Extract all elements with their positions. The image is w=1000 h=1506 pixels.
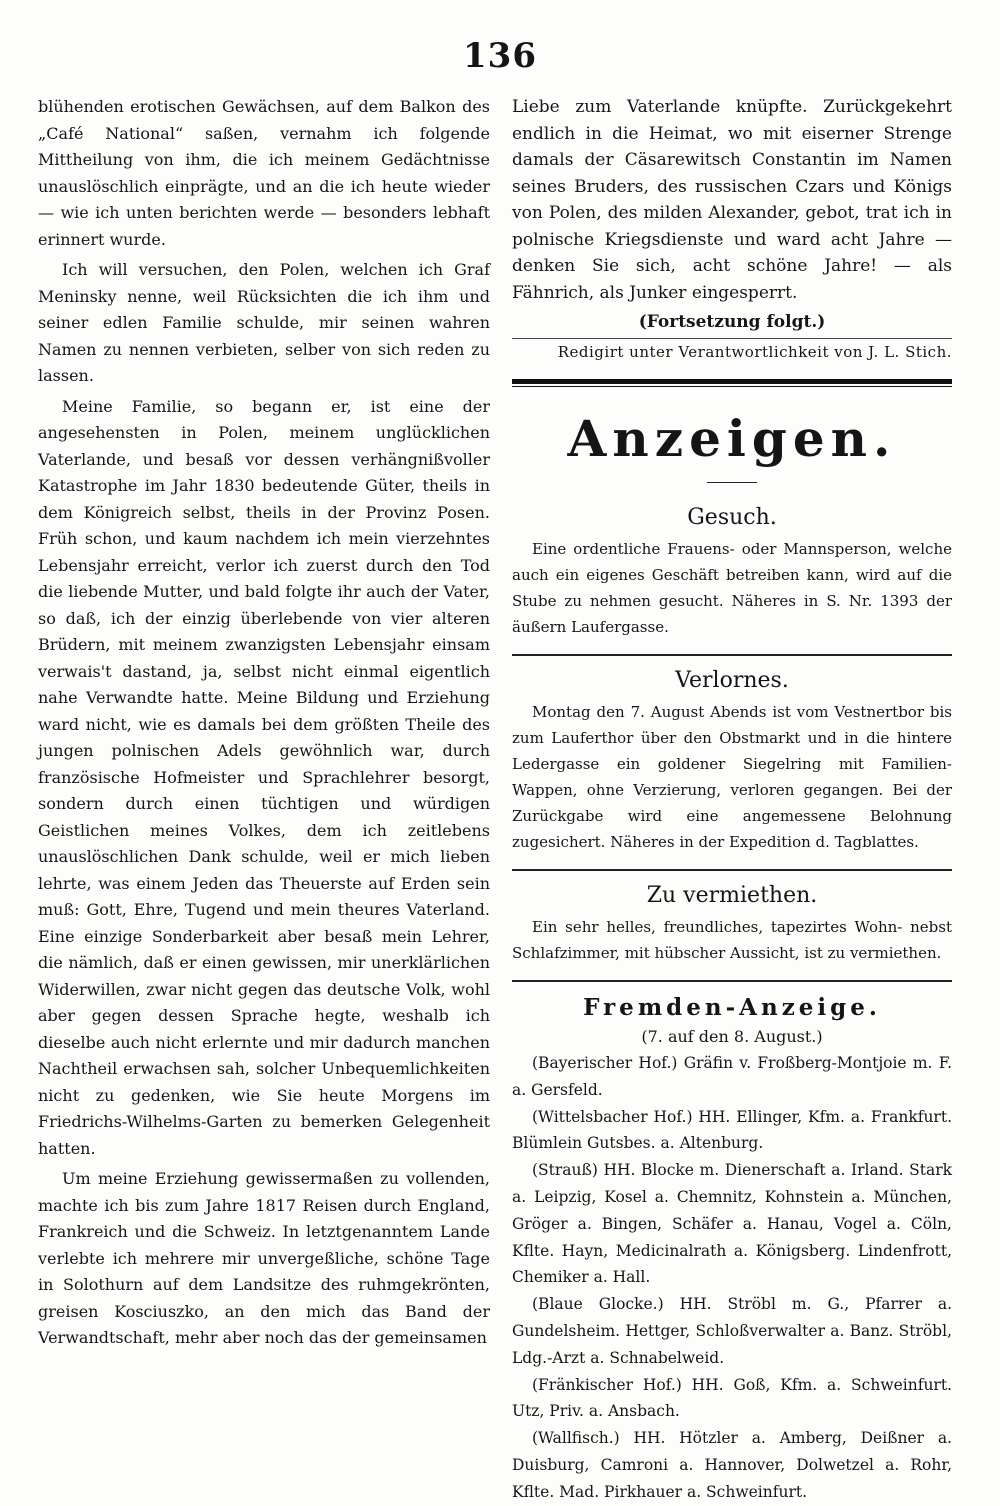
fremden-anzeige <box>512 994 952 1506</box>
right-column <box>512 94 952 1506</box>
divider <box>512 980 952 982</box>
divider <box>512 869 952 871</box>
ads-heading: Anzeigen. <box>567 409 897 468</box>
paragraph: Ich will versuchen, den Polen, welchen ich Graf Meninsky nenne, weil Rücksichten die ich ihm und seiner edlen Familie schulde, mir seinen wahren Namen zu nennen verbieten, selber von sich reden zu lassen. <box>38 260 490 385</box>
guest-entry: (Fränkischer Hof.) HH. Goß, Kfm. a. Schweinfurt. Utz, Priv. a. Ansbach. <box>512 1375 952 1421</box>
editor-line: Redigirt unter Verantwortlichkeit von J. L. Stich. <box>512 338 952 361</box>
ad-heading: Verlornes. <box>675 668 789 693</box>
divider <box>707 482 757 483</box>
paragraph: Um meine Erziehung gewissermaßen zu vollenden, machte ich bis zum Jahre 1817 Reisen durch England, Frankreich und die Schweiz. In letztgenanntem Lande verlebte ich mehrere mir unvergeßliche, schöne Tage in Solothurn auf dem Landsitze des ruhmgekrönten, greisen Kosciuszko, an den mich das Band der Verwandtschaft, mehr aber noch das der gemeinsamen <box>38 1169 490 1347</box>
left-column <box>38 94 490 1352</box>
to-be-continued: (Fortsetzung folgt.) <box>638 312 826 332</box>
guest-entry: (Wallfisch.) HH. Hötzler a. Amberg, Deißner a. Duisburg, Camroni a. Hannover, Dolwetzel a. Rohr, Kflte. Mad. Pirkhauer a. Schweinfurt. <box>512 1429 952 1501</box>
ad-text: Ein sehr helles, freundliches, tapezirtes Wohn- nebst Schlafzimmer, mit hübscher Aussicht, ist zu vermiethen. <box>512 918 952 962</box>
fremden-heading: Fremden-Anzeige. <box>583 994 881 1021</box>
guest-entry: (Wittelsbacher Hof.) HH. Ellinger, Kfm. a. Frankfurt. Blümlein Gutsbes. a. Altenburg. <box>512 1107 952 1153</box>
guest-entry: (Bayerischer Hof.) Gräfin v. Froßberg-Montjoie m. F. a. Gersfeld. <box>512 1054 952 1099</box>
guest-entry: (Blaue Glocke.) HH. Ströbl m. G., Pfarrer a. Gundelsheim. Hettger, Schloßverwalter a. Banz. Ströbl, Ldg.-Arzt a. Schnabelweid. <box>512 1295 952 1367</box>
paragraph: Meine Familie, so begann er, ist eine der angesehensten in Polen, meinem unglücklichen Vaterlande, und besaß vor dessen verhängnißvoller Katastrophe im Jahr 1830 bedeutende Güter, theils in dem Königreich selbst, theils in der Provinz Posen. Früh schon, und kaum nachdem ich mein vierzehntes Lebensjahr erreicht, verlor ich zuerst durch den Tod die liebende Mutter, und bald folgte ihr auch der Vater, so daß, ich der einzig überlebende von vier alteren Brüdern, mit meinem zwanzigsten Lebensjahr einsam verwais't dastand, ja, selbst nicht einmal eigentlich nahe Verwandte hatte. Meine Bildung und Erziehung ward nicht, wie es damals bei dem größten Theile des jungen polnischen Adels gewöhnlich war, durch französische Hofmeister und Sprachlehrer besorgt, sondern durch einen tüchtigen und würdigen Geistlichen meines Volkes, dem ich zeitlebens unauslöschlichen Dank schulde, weil er mich lieben lehrte, was einem Jeden das Theuerste auf Erden sein muß: Gott, Ehre, Tugend und mein theures Vaterland. Eine einzige Sonderbarkeit aber besaß mein Lehrer, die nämlich, daß er einen gewissen, mir unerklärlichen Widerwillen, zwar nicht gegen das deutsche Volk, wohl aber gegen dessen Sprache hegte, weshalb ich dieselbe auch nicht erlernte und mir dadurch manchen Nachtheil erwachsen sah, solcher Unbequemlichkeiten nicht zu gedenken, wie Sie heute Morgens im Friedrichs-Wilhelms-Garten zu bemerken Gelegenheit hatten. <box>38 396 490 1158</box>
ad-text: Montag den 7. August Abends ist vom Vestnertbor bis zum Lauferthor über den Obstmarkt und in die hintere Ledergasse ein goldener Siegelring mit Familien-Wappen, ohne Verzierung, verloren gegangen. Bei der Zurückgabe wird eine angemessene Belohnung zugesichert. Näheres in der Expedition d. Tagblattes. <box>512 703 952 851</box>
ad-text: Eine ordentliche Frauens- oder Mannsperson, welche auch ein eigenes Geschäft betreiben kann, wird auf die Stube zu nehmen gesucht. Näheres in S. Nr. 1393 der äußern Laufergasse. <box>512 540 952 636</box>
section-divider <box>512 379 952 387</box>
ad-section <box>512 668 952 855</box>
ad-heading: Gesuch. <box>687 505 777 530</box>
guest-entry: (Strauß) HH. Blocke m. Dienerschaft a. Irland. Stark a. Leipzig, Kosel a. Chemnitz, Kohnstein a. München, Gröger a. Bingen, Schäfer a. Hanau, Vogel a. Cöln, Kflte. Hayn, Medicinalrath a. Königsberg. Lindenfrott, Chemiker a. Hall. <box>512 1161 952 1287</box>
story-continuation: Liebe zum Vaterlande knüpfte. Zurückgekehrt endlich in die Heimat, wo mit eiserner Strenge damals der Cäsarewitsch Constantin im Namen seines Bruders, des russischen Czars und Königs von Polen, des milden Alexander, gebot, trat ich in polnische Kriegsdienste und ward acht Jahre — denken Sie sich, acht schöne Jahre! — als Fähnrich, als Junker eingesperrt. <box>512 97 952 303</box>
divider <box>512 654 952 656</box>
ad-heading: Zu vermiethen. <box>646 883 818 908</box>
fremden-date: (7. auf den 8. August.) <box>641 1027 823 1046</box>
page-number: 136 <box>463 36 537 76</box>
ad-section <box>512 883 952 966</box>
paragraph: blühenden erotischen Gewächsen, auf dem Balkon des „Café National“ saßen, vernahm ich folgende Mittheilung von ihm, die ich meinem Gedächtnisse unauslöschlich einprägte, und an die ich heute wieder — wie ich unten berichten werde — besonders lebhaft erinnert wurde. <box>38 97 490 249</box>
ad-section <box>512 505 952 640</box>
